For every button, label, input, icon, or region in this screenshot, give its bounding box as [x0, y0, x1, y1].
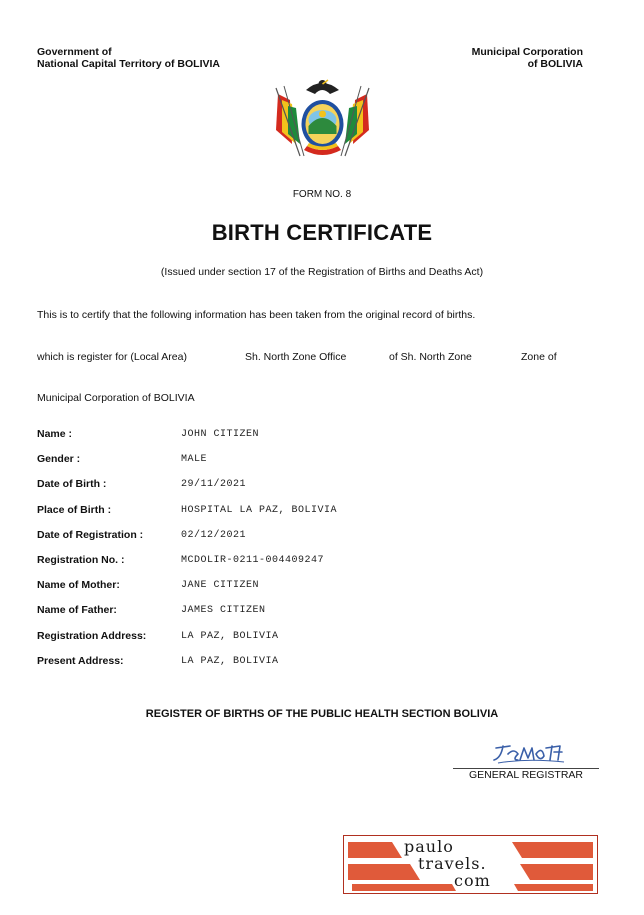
field-row-name — [37, 428, 337, 453]
field-value: HOSPITAL LA PAZ, BOLIVIA — [181, 504, 338, 516]
field-value: 29/11/2021 — [181, 479, 247, 491]
header-left-line2: National Capital Territory of BOLIVIA — [37, 58, 220, 70]
field-label: Present Address: — [37, 654, 124, 667]
field-label: Date of Birth : — [37, 478, 107, 491]
field-row-date-of-birth — [37, 478, 337, 503]
certificate-fields — [37, 428, 337, 680]
field-row-place-of-birth — [37, 504, 337, 529]
watermark-line1: paulo — [404, 837, 454, 856]
header-right-line1: Municipal Corporation — [471, 46, 583, 58]
field-value: JOHN CITIZEN — [181, 429, 260, 440]
header-left — [37, 46, 220, 70]
field-row-name-of-mother — [37, 579, 337, 604]
watermark-text — [404, 838, 544, 889]
header-right-line2: of BOLIVIA — [527, 58, 583, 70]
register-office: Sh. North Zone Office — [245, 351, 347, 363]
field-value: MCDOLIR-0211-004409247 — [181, 554, 325, 566]
certify-statement: This is to certify that the following information has been taken from the original record of births. — [37, 309, 476, 321]
field-value: JANE CITIZEN — [181, 580, 260, 592]
paulo-travels-watermark — [343, 835, 598, 894]
watermark-line2: travels. — [418, 854, 487, 873]
field-row-name-of-father — [37, 604, 337, 629]
field-row-gender — [37, 453, 337, 478]
register-zone-of: Zone of — [521, 351, 557, 363]
field-label: Name of Father: — [37, 604, 117, 617]
watermark-line3: com — [454, 871, 491, 890]
issued-under-text: (Issued under section 17 of the Registration of Births and Deaths Act) — [160, 266, 484, 278]
field-label: Gender : — [37, 453, 81, 466]
field-label: Registration Address: — [37, 629, 147, 642]
field-row-date-of-registration — [37, 529, 337, 554]
coat-of-arms-emblem — [270, 70, 375, 162]
field-label: Place of Birth : — [37, 503, 112, 516]
document-title: BIRTH CERTIFICATE — [211, 220, 433, 245]
field-value: MALE — [181, 454, 208, 466]
field-label: Date of Registration : — [37, 528, 144, 541]
register-of-births-heading: REGISTER OF BIRTHS OF THE PUBLIC HEALTH SECTION BOLIVIA — [145, 708, 499, 720]
form-number: FORM NO. 8 — [292, 189, 352, 200]
registrar-signature — [488, 740, 568, 766]
field-row-registration-no — [37, 554, 337, 579]
field-label: Name : — [37, 428, 73, 440]
municipal-corporation-line: Municipal Corporation of BOLIVIA — [37, 392, 195, 404]
field-value: 02/12/2021 — [181, 529, 247, 541]
field-label: Registration No. : — [37, 553, 125, 566]
general-registrar-label: GENERAL REGISTRAR — [469, 769, 583, 781]
register-zone: of Sh. North Zone — [389, 351, 472, 363]
register-local-area: which is register for (Local Area) — [37, 351, 187, 363]
field-row-registration-address — [37, 630, 337, 655]
field-row-present-address — [37, 655, 337, 680]
header-left-line1: Government of — [37, 46, 112, 58]
header-right — [472, 46, 583, 70]
field-value: LA PAZ, BOLIVIA — [181, 655, 279, 667]
field-label: Name of Mother: — [37, 579, 120, 592]
field-value: JAMES CITIZEN — [181, 605, 266, 617]
field-value: LA PAZ, BOLIVIA — [181, 630, 279, 642]
